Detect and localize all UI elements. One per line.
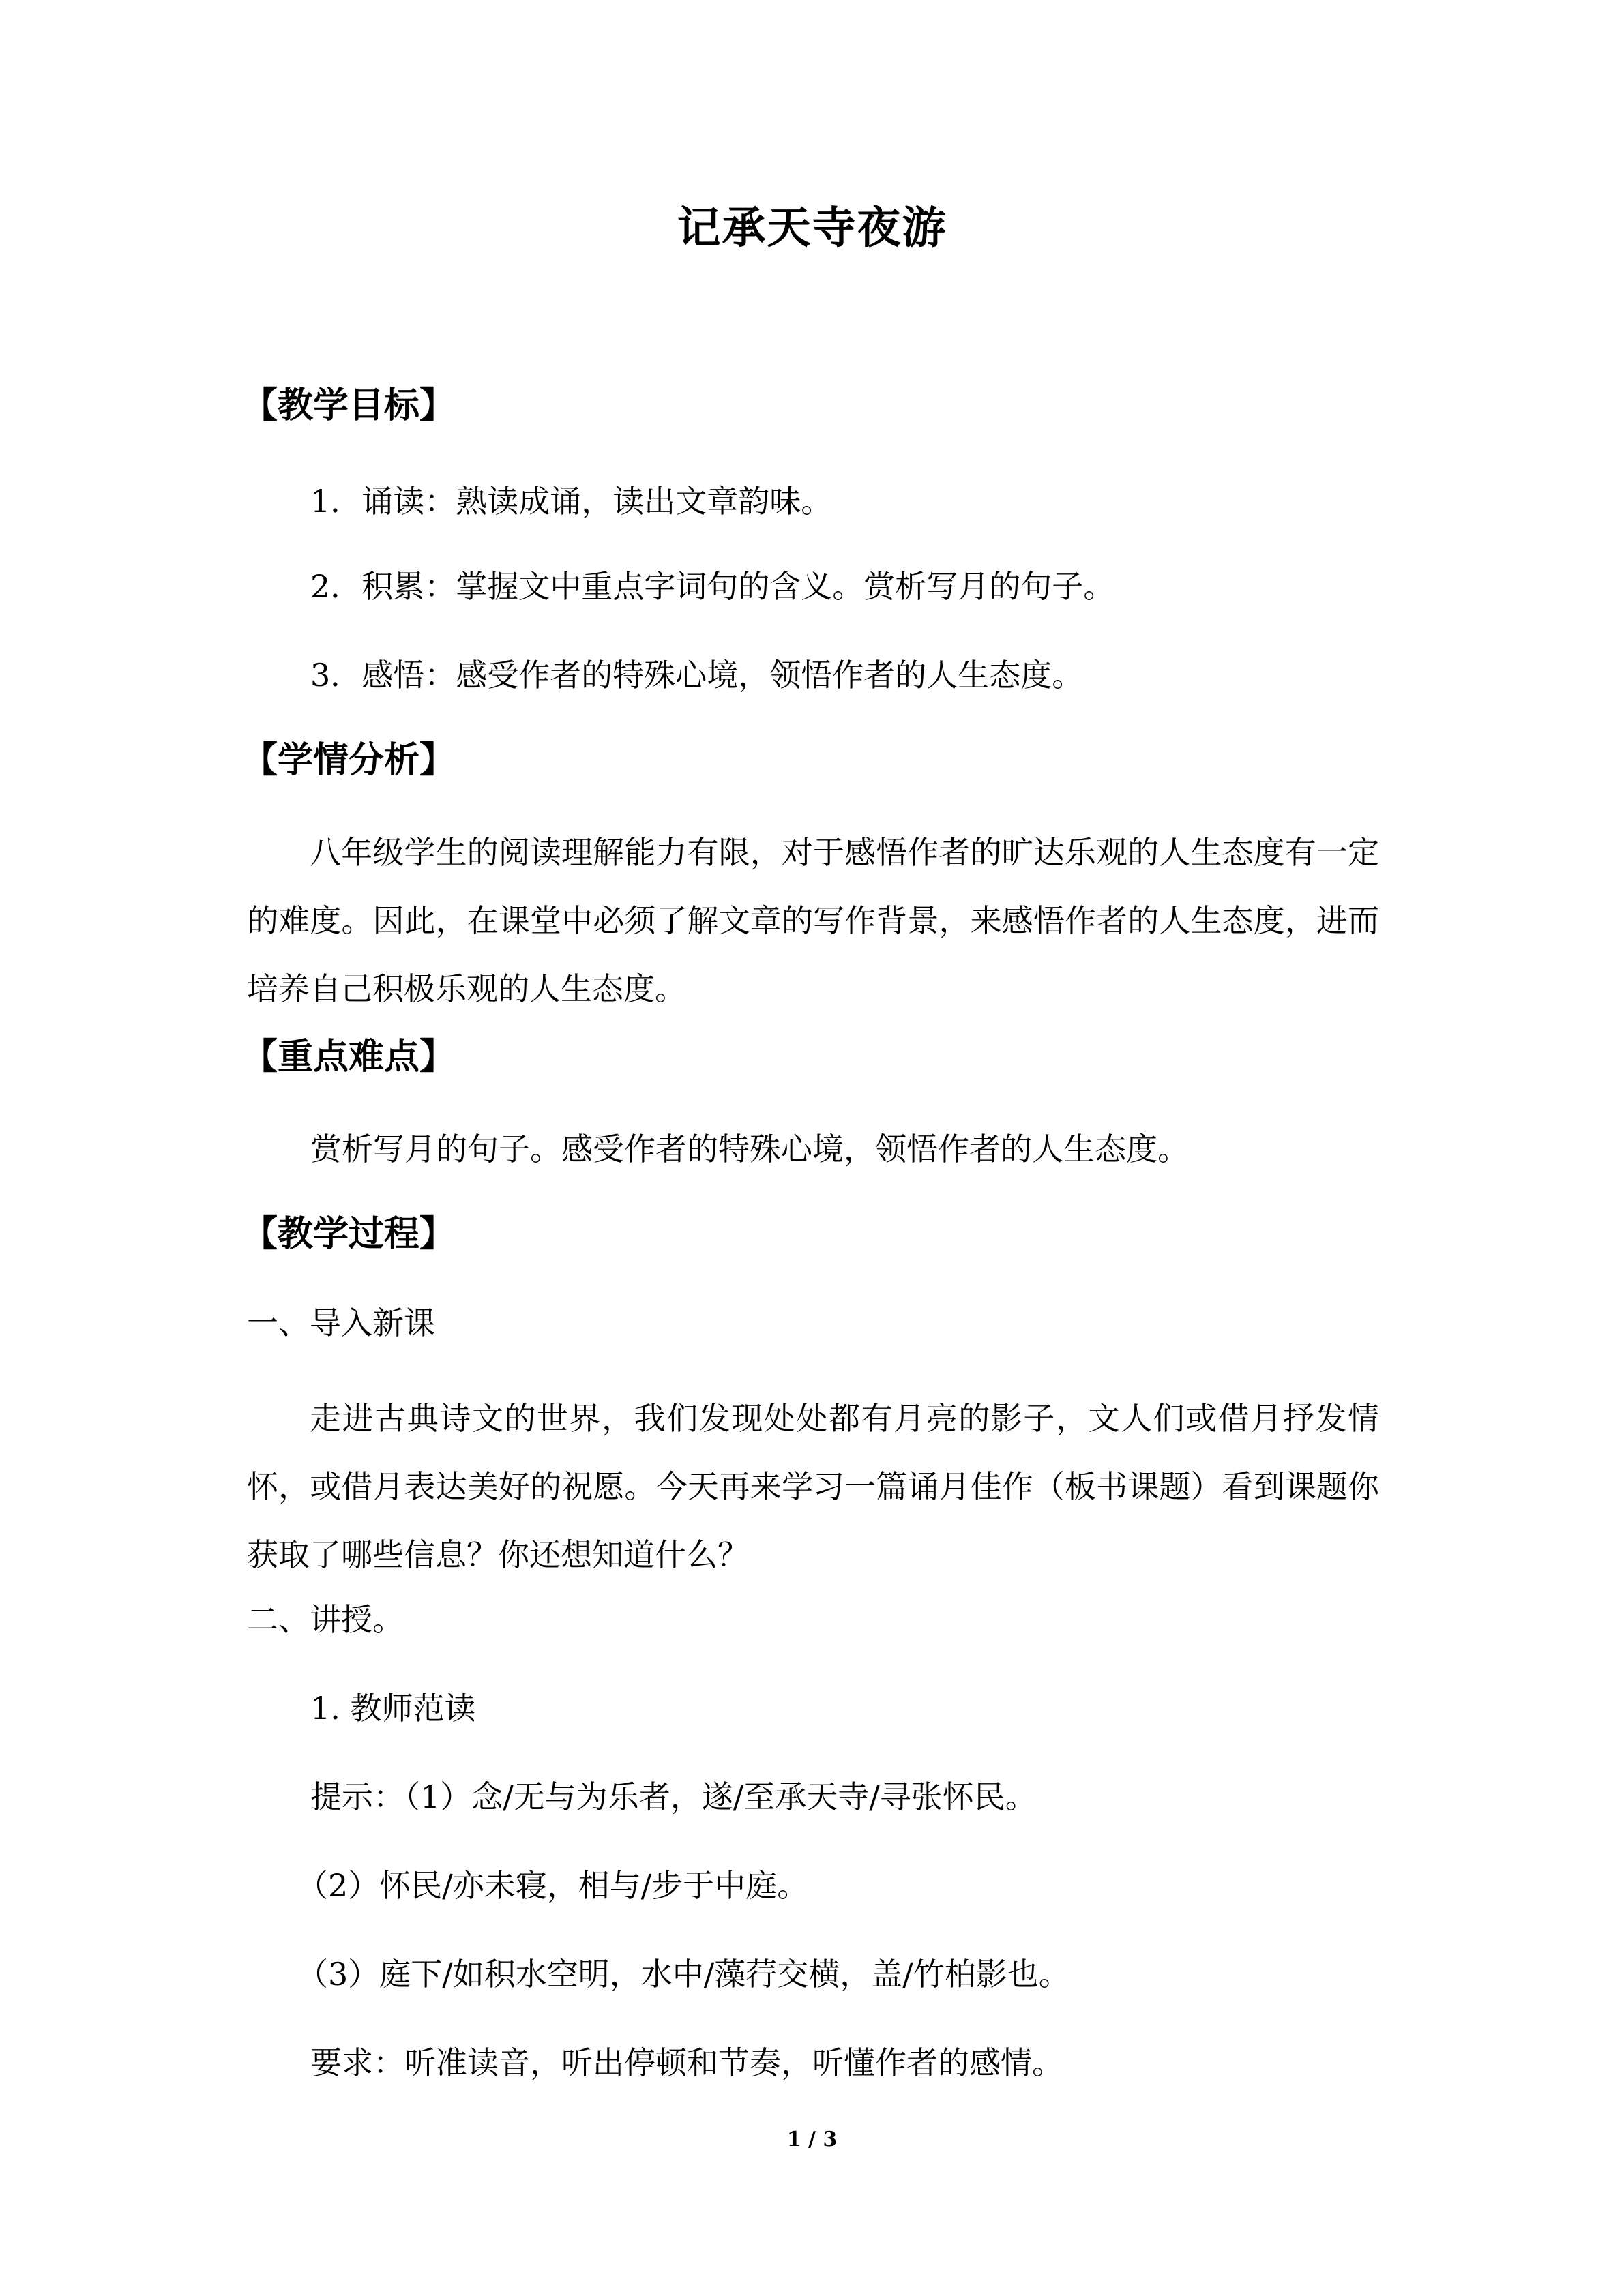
page-number: 1 / 3 [786,2128,838,2151]
section-heading-key-points: 【重点难点】 [242,1037,456,1077]
process-requirement: 要求：听准读音，听出停顿和节奏，听懂作者的感情。 [310,2044,1063,2081]
process-part2-label: 二、讲授。 [247,1601,404,1638]
process-step1: 1. 教师范读 [310,1690,476,1727]
process-hint3: （3）庭下/如积水空明，水中/藻荇交横，盖/竹柏影也。 [297,1956,1070,1993]
objective-item: 3．感悟：感受作者的特殊心境，领悟作者的人生态度。 [310,657,1084,694]
process-hint1: 提示：（1）念/无与为乐者，遂/至承天寺/寻张怀民。 [310,1778,1037,1815]
process-part1-paragraph: 走进古典诗文的世界，我们发现处处都有月亮的影子，文人们或借月抒发情怀，或借月表达美好的祝愿。今天再来学习一篇诵月佳作（板书课题）看到课题你获取了哪些信息？你还想知道什么？ [247,1400,1379,1573]
page-title: 记承天寺夜游 [677,203,947,254]
process-hint2: （2）怀民/亦未寝，相与/步于中庭。 [297,1867,809,1904]
section-heading-process: 【教学过程】 [242,1214,456,1255]
key-points-paragraph: 赏析写月的句子。感受作者的特殊心境，领悟作者的人生态度。 [310,1131,1189,1167]
process-part1-label: 一、导入新课 [247,1304,435,1341]
section-heading-analysis: 【学情分析】 [242,740,456,781]
objective-item: 2．积累：掌握文中重点字词句的含义。赏析写月的句子。 [310,568,1115,605]
objective-item: 1．诵读：熟读成诵，读出文章韵味。 [310,483,833,520]
section-heading-objectives: 【教学目标】 [242,385,456,426]
analysis-paragraph: 八年级学生的阅读理解能力有限，对于感悟作者的旷达乐观的人生态度有一定的难度。因此，在课堂中必须了解文章的写作背景，来感悟作者的人生态度，进而培养自己积极乐观的人生态度。 [247,834,1379,1007]
